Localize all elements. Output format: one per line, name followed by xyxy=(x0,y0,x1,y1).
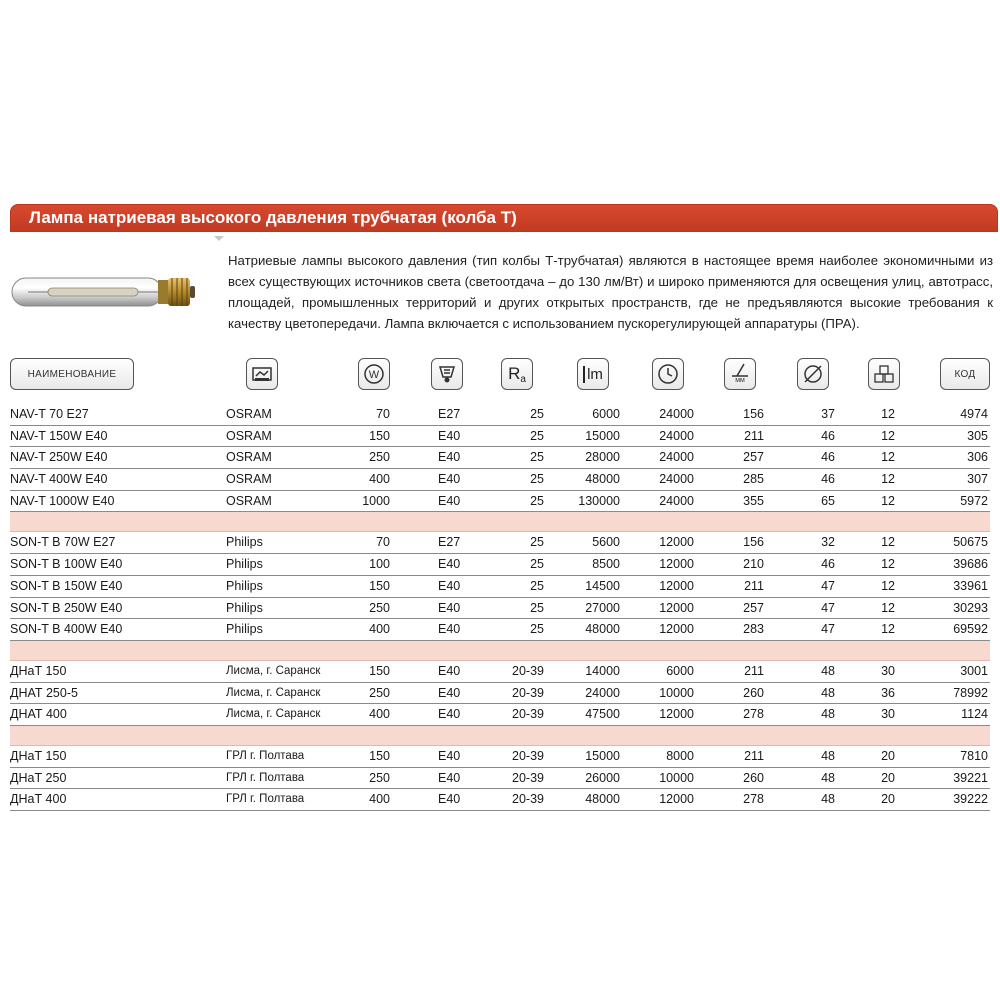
cell-life: 8000 xyxy=(666,748,694,763)
cell-code: 1124 xyxy=(961,707,988,722)
cell-diam: 47 xyxy=(821,600,835,615)
cell-pack: 12 xyxy=(881,428,895,443)
cell-pack: 30 xyxy=(881,707,895,722)
cell-maker: Philips xyxy=(226,535,263,550)
cell-lm: 6000 xyxy=(592,407,620,421)
header-code: КОД xyxy=(940,358,990,390)
cell-code: 5972 xyxy=(960,493,988,508)
cell-watt: 150 xyxy=(369,748,390,763)
cell-code: 39686 xyxy=(953,557,988,572)
table-row xyxy=(10,598,990,620)
intro-paragraph: Натриевые лампы высокого давления (тип колбы Т-трубчатая) являются в настоящее время наиболее экономичными из всех существующих источников света (светоотдача – до 130 лм/Вт) и широко применяются для освещения улиц, автотрасс, площадей, промышленных территорий и других открытых пространств, где не предъявляются высокие требования к качеству цветопередачи. Лампа включается с использованием пускорегулирующей аппаратуры (ПРА). xyxy=(228,253,993,331)
cell-ra: 25 xyxy=(530,557,544,572)
cell-ra: 20-39 xyxy=(512,770,544,785)
cell-base: E40 xyxy=(438,600,461,615)
cell-base: E40 xyxy=(438,472,461,487)
cell-life: 24000 xyxy=(659,493,694,508)
table-row xyxy=(10,404,990,426)
cell-code: 306 xyxy=(967,450,988,465)
cell-ra: 20-39 xyxy=(512,707,544,722)
cell-base: E40 xyxy=(438,707,461,722)
cell-code: 50675 xyxy=(953,535,988,550)
cell-name: NAV-T 70 E27 xyxy=(10,407,89,421)
cell-code: 3001 xyxy=(960,663,988,678)
table-row xyxy=(10,469,990,491)
cell-diam: 48 xyxy=(821,770,835,785)
cell-watt: 400 xyxy=(369,472,390,487)
table-row xyxy=(10,661,990,683)
cell-lm: 26000 xyxy=(585,770,620,785)
cell-diam: 48 xyxy=(821,663,835,678)
cell-watt: 250 xyxy=(369,450,390,465)
cell-len: 211 xyxy=(744,663,764,678)
cell-name: ДНаТ 150 xyxy=(10,748,67,763)
cell-diam: 47 xyxy=(821,622,835,637)
cell-name: SON-T B 70W E27 xyxy=(10,535,116,550)
cell-maker: ГРЛ г. Полтава xyxy=(226,793,305,806)
cell-len: 260 xyxy=(743,770,764,785)
table-row xyxy=(10,532,990,554)
table-row xyxy=(10,683,990,705)
cell-name: NAV-T 400W E40 xyxy=(10,472,108,487)
cell-watt: 150 xyxy=(369,663,390,678)
cell-watt: 400 xyxy=(369,707,390,722)
cell-maker: OSRAM xyxy=(226,407,272,421)
cell-lm: 15000 xyxy=(585,748,620,763)
cell-base: E27 xyxy=(438,535,461,550)
group-separator xyxy=(10,512,990,532)
cell-len: 260 xyxy=(743,685,764,700)
cell-base: E40 xyxy=(438,663,461,678)
table-row xyxy=(10,447,990,469)
cell-diam: 46 xyxy=(821,557,835,572)
cell-ra: 25 xyxy=(530,600,544,615)
cell-ra: 25 xyxy=(530,428,544,443)
cell-pack: 12 xyxy=(881,493,895,508)
cell-pack: 30 xyxy=(881,663,895,678)
table-row xyxy=(10,491,990,513)
cell-maker: OSRAM xyxy=(226,450,272,465)
cell-life: 12000 xyxy=(659,622,694,637)
cell-len: 257 xyxy=(743,450,764,465)
cell-maker: Philips xyxy=(226,622,263,637)
cell-diam: 48 xyxy=(821,792,835,807)
header-name: НАИМЕНОВАНИЕ xyxy=(10,358,134,390)
wattage-icon xyxy=(358,358,390,390)
table-row xyxy=(10,619,990,641)
cell-name: NAV-T 1000W E40 xyxy=(10,493,115,508)
lamp-image xyxy=(8,270,198,314)
cell-maker: Лисма, г. Саранск xyxy=(226,664,321,677)
cell-base: E40 xyxy=(438,792,461,807)
cell-ra: 20-39 xyxy=(512,663,544,678)
cell-pack: 12 xyxy=(881,472,895,487)
cell-len: 211 xyxy=(744,428,764,443)
cell-code: 7810 xyxy=(960,748,988,763)
cell-pack: 12 xyxy=(881,450,895,465)
cell-life: 6000 xyxy=(666,663,694,678)
cell-ra: 25 xyxy=(530,578,544,593)
cell-diam: 47 xyxy=(821,578,835,593)
cell-diam: 48 xyxy=(821,707,835,722)
cell-watt: 250 xyxy=(369,685,390,700)
cell-pack: 12 xyxy=(881,600,895,615)
table-row xyxy=(10,576,990,598)
cell-watt: 400 xyxy=(369,622,390,637)
cell-name: ДНаТ 250 xyxy=(10,770,67,785)
cell-len: 211 xyxy=(744,748,764,763)
cell-base: E40 xyxy=(438,557,461,572)
luminous-flux-icon: lm xyxy=(577,358,609,390)
cell-name: NAV-T 150W E40 xyxy=(10,428,108,443)
cell-maker: Лисма, г. Саранск xyxy=(226,686,321,699)
table-row xyxy=(10,768,990,790)
cell-name: SON-T B 150W E40 xyxy=(10,578,123,593)
cell-maker: OSRAM xyxy=(226,493,272,508)
cell-len: 283 xyxy=(743,622,764,637)
manufacturer-icon xyxy=(246,358,278,390)
cell-base: E40 xyxy=(438,748,461,763)
cell-life: 24000 xyxy=(659,428,694,443)
table-row xyxy=(10,746,990,768)
cell-lm: 15000 xyxy=(585,428,620,443)
cell-name: ДНАТ 400 xyxy=(10,707,67,722)
cell-base: E40 xyxy=(438,685,461,700)
cell-diam: 32 xyxy=(821,535,835,550)
cell-len: 355 xyxy=(743,493,764,508)
cell-code: 4974 xyxy=(960,407,988,421)
cell-pack: 12 xyxy=(881,622,895,637)
cell-name: ДНаТ 150 xyxy=(10,663,67,678)
table-row xyxy=(10,426,990,448)
cell-maker: Philips xyxy=(226,600,263,615)
cell-len: 257 xyxy=(743,600,764,615)
socket-icon xyxy=(431,358,463,390)
length-icon: мм xyxy=(724,358,756,390)
cell-code: 307 xyxy=(967,472,988,487)
cell-maker: ГРЛ г. Полтава xyxy=(226,749,305,762)
color-rendering-icon: R a xyxy=(501,358,533,390)
cell-lm: 48000 xyxy=(585,792,620,807)
cell-lm: 48000 xyxy=(585,622,620,637)
cell-base: E40 xyxy=(438,770,461,785)
cell-len: 156 xyxy=(743,535,764,550)
cell-base: E40 xyxy=(438,578,461,593)
cell-base: E40 xyxy=(438,622,461,637)
package-icon xyxy=(868,358,900,390)
cell-code: 30293 xyxy=(953,600,988,615)
cell-life: 12000 xyxy=(659,707,694,722)
cell-lm: 130000 xyxy=(578,493,620,508)
cell-ra: 25 xyxy=(530,535,544,550)
cell-lm: 14000 xyxy=(585,663,620,678)
cell-pack: 20 xyxy=(881,748,895,763)
cell-maker: OSRAM xyxy=(226,428,272,443)
cell-base: E40 xyxy=(438,450,461,465)
cell-pack: 12 xyxy=(881,535,895,550)
cell-ra: 25 xyxy=(530,493,544,508)
cell-maker: Philips xyxy=(226,557,263,572)
cell-lm: 27000 xyxy=(585,600,620,615)
cell-base: E40 xyxy=(438,428,461,443)
cell-maker: OSRAM xyxy=(226,472,272,487)
cell-lm: 14500 xyxy=(585,578,620,593)
cell-ra: 25 xyxy=(530,622,544,637)
cell-pack: 20 xyxy=(881,792,895,807)
cell-len: 278 xyxy=(743,792,764,807)
cell-name: NAV-T 250W E40 xyxy=(10,450,108,465)
cell-diam: 46 xyxy=(821,450,835,465)
diameter-icon xyxy=(797,358,829,390)
cell-ra: 20-39 xyxy=(512,792,544,807)
cell-len: 156 xyxy=(743,407,764,421)
lifetime-clock-icon xyxy=(652,358,684,390)
cell-base: E27 xyxy=(438,407,461,421)
cell-lm: 28000 xyxy=(585,450,620,465)
cell-lm: 8500 xyxy=(592,557,620,572)
cell-diam: 46 xyxy=(821,428,835,443)
cell-ra: 20-39 xyxy=(512,685,544,700)
cell-life: 10000 xyxy=(659,770,694,785)
cell-life: 12000 xyxy=(659,792,694,807)
group-separator xyxy=(10,641,990,661)
cell-len: 211 xyxy=(744,578,764,593)
cell-life: 24000 xyxy=(659,407,694,421)
cell-diam: 48 xyxy=(821,748,835,763)
cell-life: 12000 xyxy=(659,578,694,593)
cell-life: 12000 xyxy=(659,557,694,572)
cell-ra: 25 xyxy=(530,450,544,465)
cell-ra: 25 xyxy=(530,472,544,487)
section-title: Лампа натриевая высокого давления трубчатая (колба Т) xyxy=(29,208,517,227)
cell-code: 33961 xyxy=(953,578,988,593)
cell-name: ДНаТ 400 xyxy=(10,792,67,807)
cell-pack: 20 xyxy=(881,770,895,785)
cell-life: 12000 xyxy=(659,600,694,615)
cell-maker: Лисма, г. Саранск xyxy=(226,708,321,721)
cell-diam: 48 xyxy=(821,685,835,700)
table-row xyxy=(10,704,990,726)
cell-lm: 24000 xyxy=(585,685,620,700)
cell-maker: Philips xyxy=(226,578,263,593)
cell-code: 39221 xyxy=(953,770,988,785)
cell-ra: 20-39 xyxy=(512,748,544,763)
cell-pack: 12 xyxy=(881,407,895,421)
cell-lm: 47500 xyxy=(585,707,620,722)
cell-name: SON-T B 400W E40 xyxy=(10,622,123,637)
cell-diam: 65 xyxy=(821,493,835,508)
cell-ra: 25 xyxy=(530,407,544,421)
cell-code: 78992 xyxy=(953,685,988,700)
cell-watt: 70 xyxy=(376,535,390,550)
table-row xyxy=(10,789,990,811)
cell-code: 39222 xyxy=(953,792,988,807)
cell-lm: 48000 xyxy=(585,472,620,487)
cell-name: SON-T B 100W E40 xyxy=(10,557,123,572)
cell-diam: 46 xyxy=(821,472,835,487)
section-banner xyxy=(10,204,998,232)
svg-text:W: W xyxy=(368,369,380,381)
cell-life: 12000 xyxy=(659,535,694,550)
cell-life: 24000 xyxy=(659,472,694,487)
cell-life: 10000 xyxy=(659,685,694,700)
cell-watt: 100 xyxy=(369,557,390,572)
cell-watt: 250 xyxy=(369,600,390,615)
cell-watt: 150 xyxy=(369,578,390,593)
cell-code: 69592 xyxy=(953,622,988,637)
cell-diam: 37 xyxy=(821,407,835,421)
cell-base: E40 xyxy=(438,493,461,508)
cell-maker: ГРЛ г. Полтава xyxy=(226,771,305,784)
cell-pack: 12 xyxy=(881,578,895,593)
banner-notch xyxy=(214,236,224,241)
cell-pack: 36 xyxy=(881,685,895,700)
cell-watt: 250 xyxy=(369,770,390,785)
table-row xyxy=(10,554,990,576)
cell-life: 24000 xyxy=(659,450,694,465)
cell-watt: 70 xyxy=(376,407,390,421)
cell-watt: 150 xyxy=(369,428,390,443)
spec-table xyxy=(10,404,990,811)
column-header-row xyxy=(0,358,1000,398)
cell-pack: 12 xyxy=(881,557,895,572)
cell-code: 305 xyxy=(967,428,988,443)
cell-len: 210 xyxy=(743,557,764,572)
cell-watt: 1000 xyxy=(362,493,390,508)
cell-len: 278 xyxy=(743,707,764,722)
cell-watt: 400 xyxy=(369,792,390,807)
cell-lm: 5600 xyxy=(592,535,620,550)
cell-name: SON-T B 250W E40 xyxy=(10,600,123,615)
cell-len: 285 xyxy=(743,472,764,487)
cell-name: ДНАТ 250-5 xyxy=(10,685,78,700)
group-separator xyxy=(10,726,990,746)
